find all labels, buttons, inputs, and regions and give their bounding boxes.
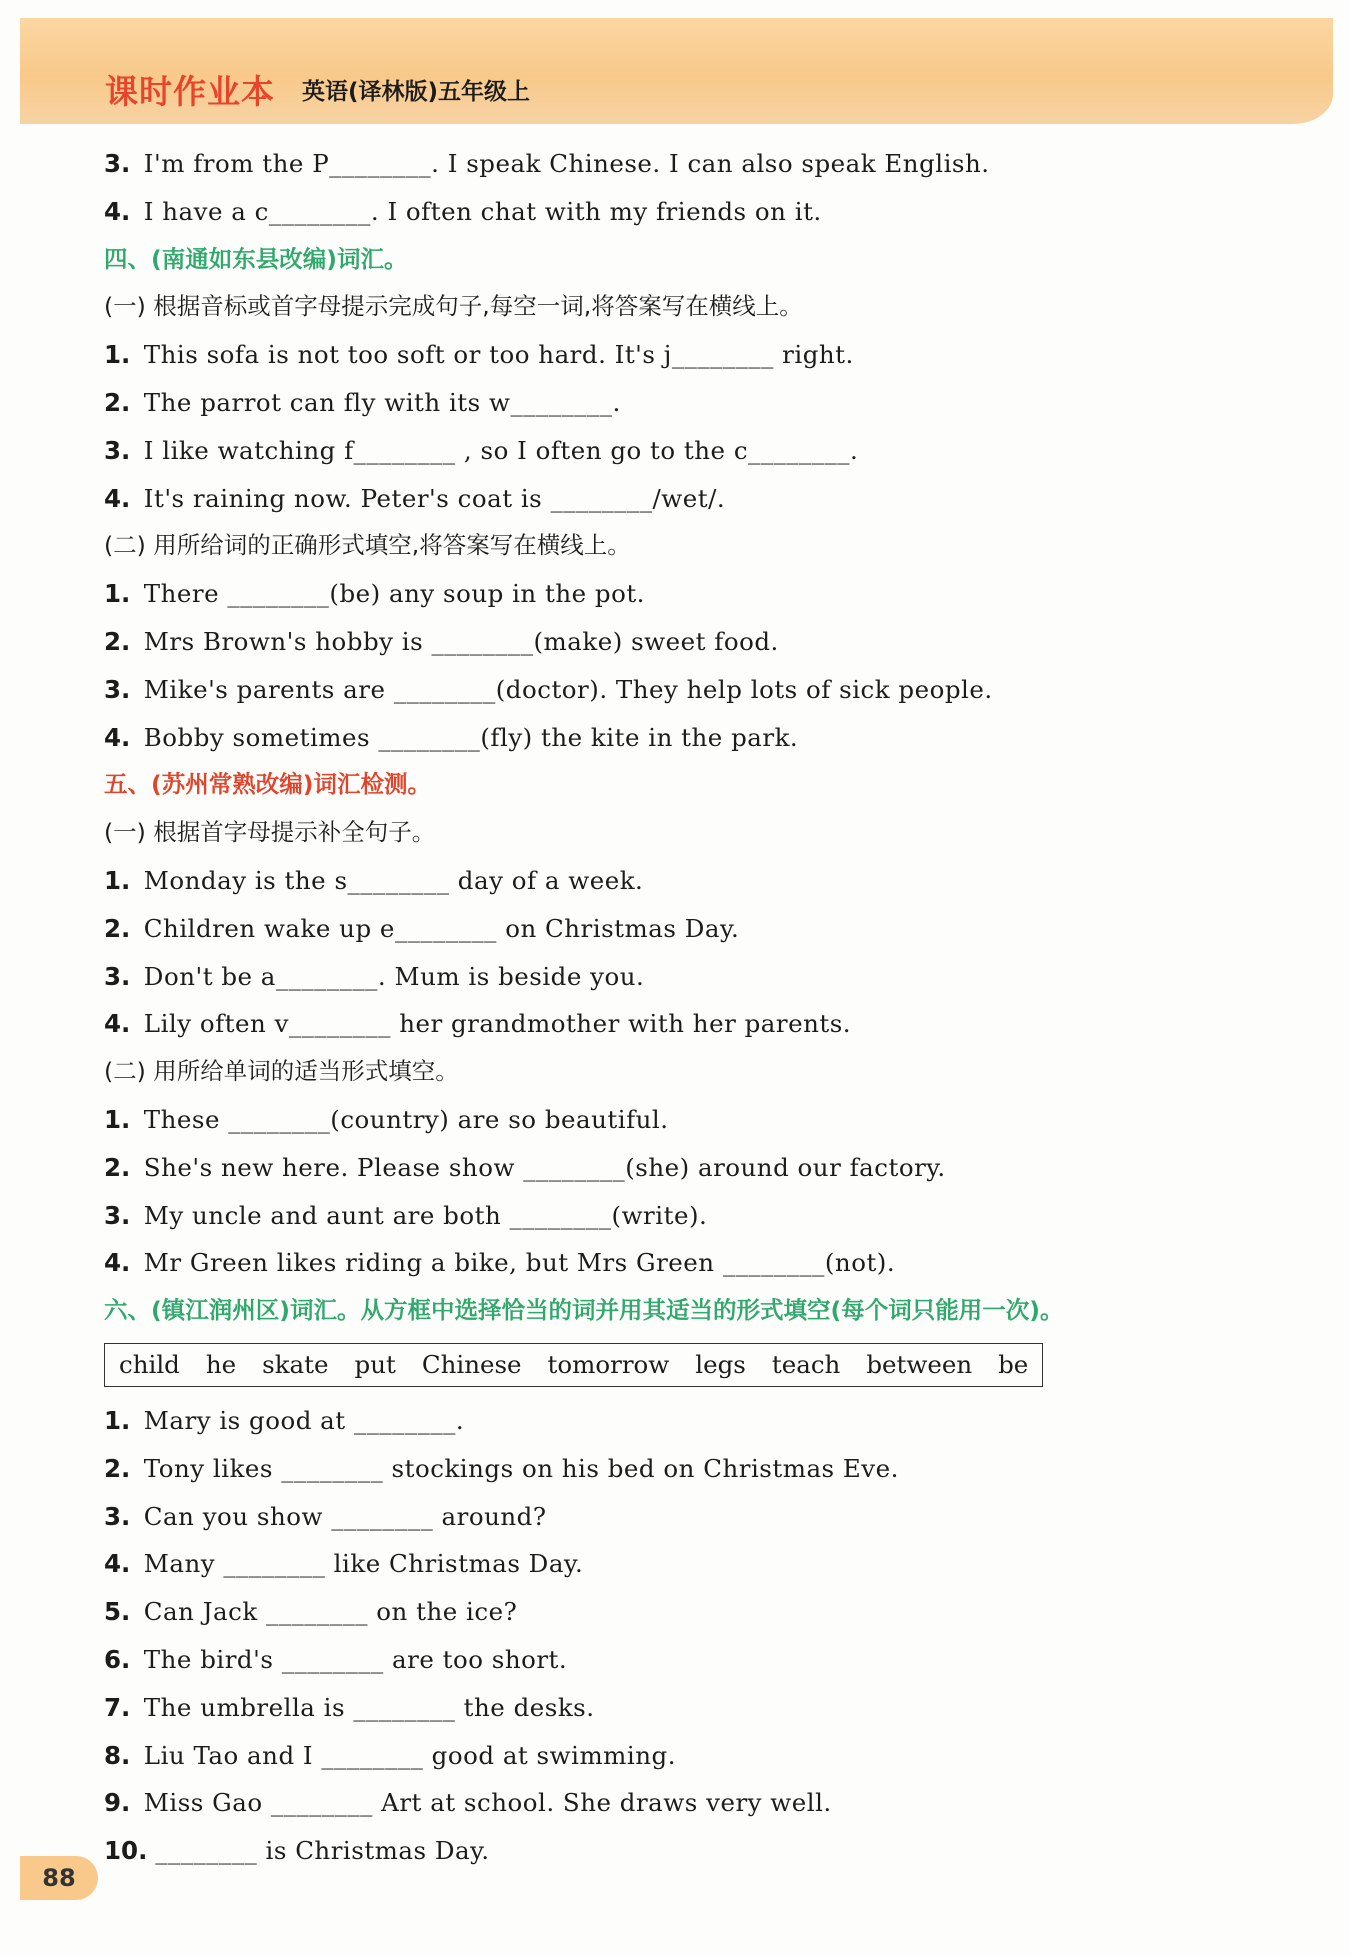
question-number: 8. — [104, 1740, 131, 1770]
question-number: 3. — [104, 435, 131, 465]
question-text: Can you show ________ around? — [143, 1501, 547, 1531]
question-line — [104, 1827, 1304, 1875]
word-box-item: Chinese — [421, 1349, 522, 1379]
word-box-item: skate — [262, 1349, 329, 1379]
question-number: 4. — [104, 1248, 131, 1278]
question-number: 4. — [104, 722, 131, 752]
question-line — [104, 427, 1304, 475]
question-number: 6. — [104, 1644, 131, 1674]
word-box-item: put — [354, 1349, 396, 1379]
question-text: Monday is the s________ day of a week. — [143, 865, 644, 895]
question-line — [104, 1588, 1304, 1636]
word-box-item: tomorrow — [547, 1349, 670, 1379]
question-line — [104, 1732, 1304, 1780]
question-number: 1. — [104, 579, 131, 609]
section-heading: 六、(镇江润州区)词汇。从方框中选择恰当的词并用其适当的形式填空(每个词只能用一次)。 — [104, 1296, 1064, 1325]
question-text: Lily often v________ her grandmother with her parents. — [143, 1009, 852, 1039]
word-box-item: teach — [771, 1349, 841, 1379]
question-line — [104, 1540, 1304, 1588]
subsection-instruction: (二) 用所给词的正确形式填空,将答案写在横线上。 — [104, 531, 631, 560]
question-text: This sofa is not too soft or too hard. It's j________ right. — [143, 340, 854, 370]
question-text: Mr Green likes riding a bike, but Mrs Green ________(not). — [143, 1248, 896, 1278]
question-line — [104, 570, 1304, 618]
question-text: There ________(be) any soup in the pot. — [143, 579, 645, 609]
question-text: My uncle and aunt are both ________(write). — [143, 1200, 708, 1230]
question-number: 1. — [104, 340, 131, 370]
question-text: I'm from the P________. I speak Chinese. I can also speak English. — [143, 149, 990, 178]
question-text: These ________(country) are so beautiful. — [143, 1104, 669, 1134]
question-number: 3. — [104, 1501, 131, 1531]
question-line — [104, 953, 1304, 1001]
question-text: It's raining now. Peter's coat is ________/wet/. — [143, 483, 726, 513]
question-text: Don't be a________. Mum is beside you. — [143, 961, 645, 991]
question-number: 1. — [104, 865, 131, 895]
question-text: Mary is good at ________. — [143, 1405, 465, 1435]
word-box-item: legs — [695, 1349, 746, 1379]
question-line — [104, 857, 1304, 905]
question-line — [104, 1239, 1304, 1287]
question-line — [104, 1192, 1304, 1240]
question-line — [104, 379, 1304, 427]
question-number: 3. — [104, 1200, 131, 1230]
question-line — [104, 1636, 1304, 1684]
question-text: Mike's parents are ________(doctor). They help lots of sick people. — [143, 674, 993, 704]
question-number: 4. — [104, 196, 131, 226]
word-box — [104, 1343, 1043, 1387]
question-line — [104, 1779, 1304, 1827]
question-text: Mrs Brown's hobby is ________(make) sweet food. — [143, 626, 779, 656]
question-number: 5. — [104, 1597, 131, 1627]
question-line — [104, 1096, 1304, 1144]
word-box-item: between — [866, 1349, 973, 1379]
question-number: 2. — [104, 1453, 131, 1483]
question-text: ________ is Christmas Day. — [155, 1836, 490, 1866]
question-line — [104, 1397, 1304, 1445]
question-number: 7. — [104, 1692, 131, 1722]
question-text: She's new here. Please show ________(she) around our factory. — [143, 1152, 946, 1182]
question-line — [104, 714, 1304, 762]
question-text: Many ________ like Christmas Day. — [143, 1549, 584, 1579]
question-text: The umbrella is ________ the desks. — [143, 1692, 595, 1722]
exercise-content — [104, 140, 1304, 1875]
question-line — [104, 188, 1304, 236]
word-box-item: be — [998, 1349, 1029, 1379]
word-box-item: child — [119, 1349, 180, 1379]
question-text: Children wake up e________ on Christmas Day. — [143, 913, 740, 943]
question-number: 2. — [104, 1152, 131, 1182]
question-text: Tony likes ________ stockings on his bed on Christmas Eve. — [143, 1453, 899, 1483]
question-number: 3. — [104, 961, 131, 991]
question-number: 4. — [104, 483, 131, 513]
section-heading: 四、(南通如东县改编)词汇。 — [104, 244, 408, 273]
question-text: Bobby sometimes ________(fly) the kite in the park. — [143, 722, 799, 752]
question-line — [104, 1493, 1304, 1541]
question-line — [104, 331, 1304, 379]
question-number: 3. — [104, 674, 131, 704]
question-text: The bird's ________ are too short. — [143, 1644, 568, 1674]
question-number: 1. — [104, 1405, 131, 1435]
question-number: 2. — [104, 913, 131, 943]
question-line — [104, 1000, 1304, 1048]
page-number: 88 — [20, 1856, 98, 1900]
subsection-instruction: (一) 根据音标或首字母提示完成句子,每空一词,将答案写在横线上。 — [104, 292, 803, 321]
question-number: 2. — [104, 387, 131, 417]
word-box-item: he — [205, 1349, 237, 1379]
question-number: 4. — [104, 1549, 131, 1579]
question-text: The parrot can fly with its w________. — [143, 387, 621, 417]
question-text: Can Jack ________ on the ice? — [143, 1597, 518, 1627]
question-text: Miss Gao ________ Art at school. She draws very well. — [143, 1788, 832, 1818]
question-line — [104, 1445, 1304, 1493]
question-line — [104, 1684, 1304, 1732]
question-number: 3. — [104, 149, 131, 178]
word-box-line — [104, 1335, 1304, 1397]
subsection-instruction: (二) 用所给单词的适当形式填空。 — [104, 1057, 459, 1086]
question-line — [104, 1144, 1304, 1192]
question-number: 2. — [104, 626, 131, 656]
section-heading: 五、(苏州常熟改编)词汇检测。 — [104, 770, 431, 799]
question-line — [104, 666, 1304, 714]
question-line — [104, 475, 1304, 523]
question-number: 9. — [104, 1788, 131, 1818]
book-subtitle: 英语(译林版)五年级上 — [302, 79, 531, 105]
subsection-instruction: (一) 根据首字母提示补全句子。 — [104, 818, 436, 847]
question-text: I have a c________. I often chat with my friends on it. — [143, 196, 822, 226]
question-line — [104, 140, 1304, 188]
question-number: 1. — [104, 1104, 131, 1134]
book-brand: 课时作业本 — [105, 72, 275, 111]
question-number: 4. — [104, 1009, 131, 1039]
question-number: 10. — [104, 1836, 148, 1866]
question-line — [104, 618, 1304, 666]
question-text: I like watching f________ , so I often go to the c________. — [143, 435, 859, 465]
question-text: Liu Tao and I ________ good at swimming. — [143, 1740, 676, 1770]
question-line — [104, 905, 1304, 953]
